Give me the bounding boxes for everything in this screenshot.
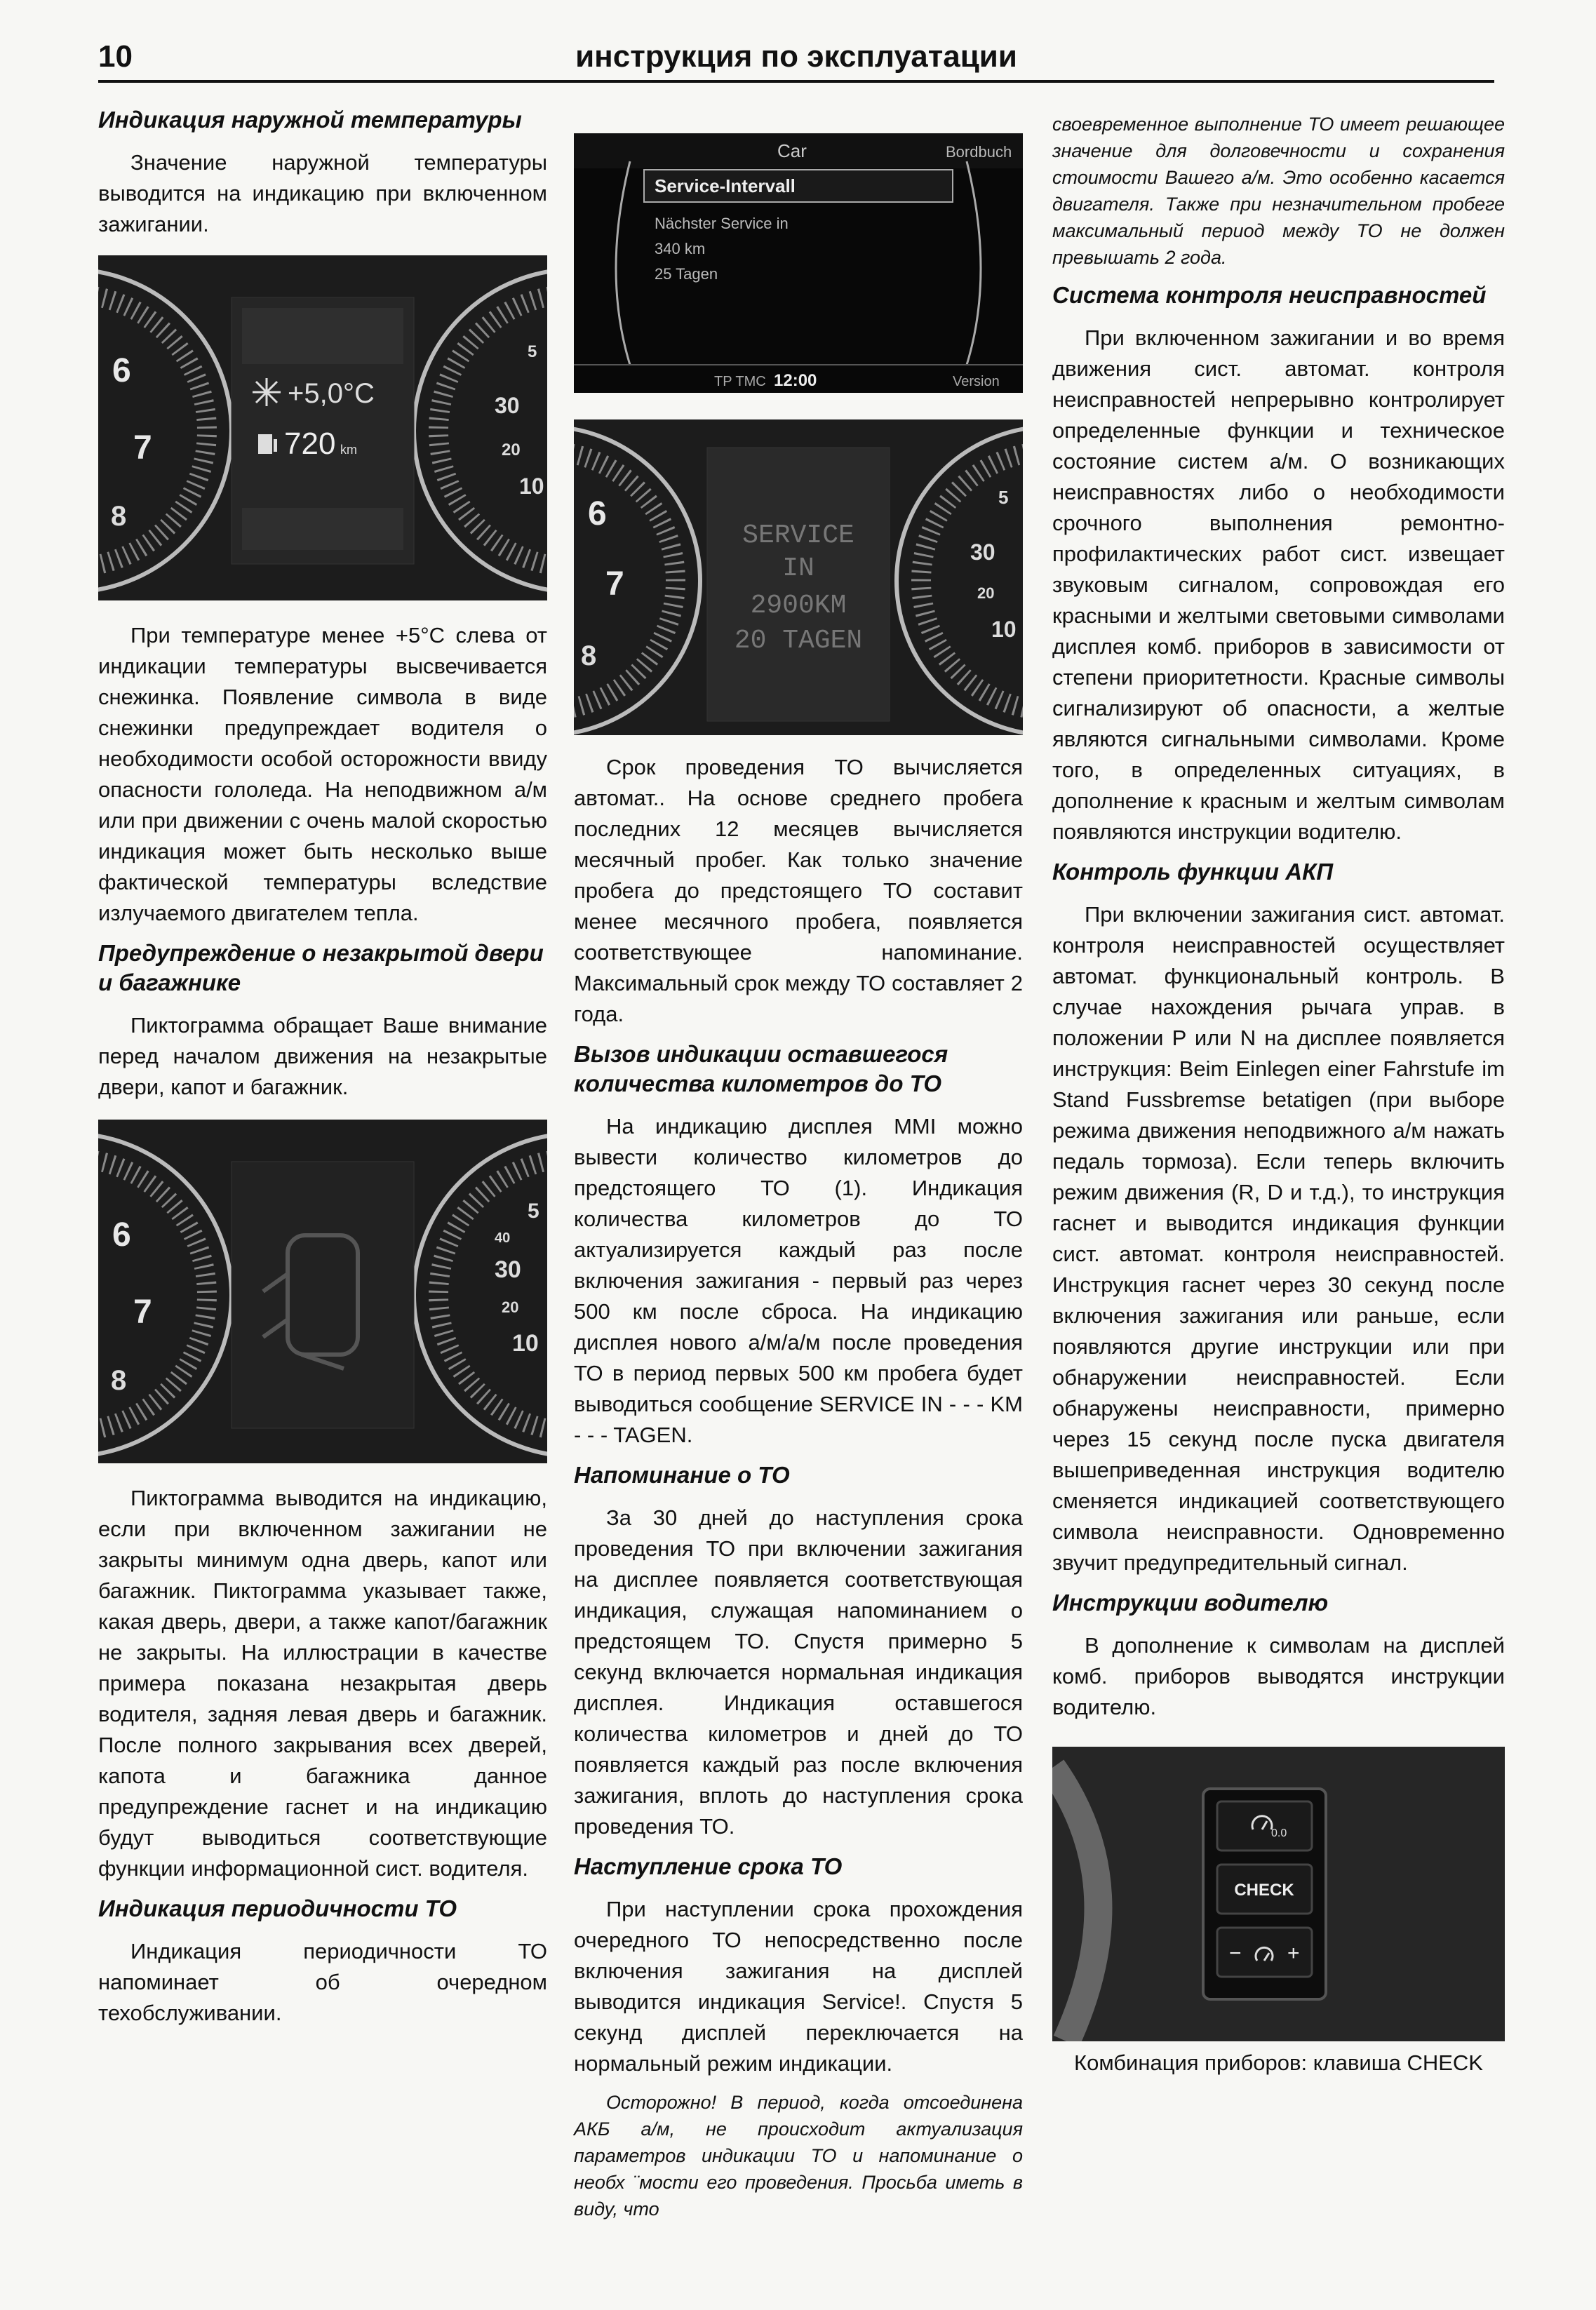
gauge-left-6: 6 [588,495,607,532]
page-header [98,36,1494,83]
gauge-right-40: 40 [495,1230,511,1246]
paragraph-caution: Осторожно! В период, когда отсоединена АКБ а/м, не происходит актуализация параметров индикации ТО и напоминание о необх ¨мости его проведения. Просьба иметь в виду, что [574,2092,1023,2220]
mmi-tab-car: Car [777,140,807,161]
outside-temperature-value: +5,0°C [288,378,375,409]
gauge-left-7: 7 [605,565,624,603]
gauge-right-30: 30 [495,1256,521,1283]
paragraph-due: При наступлении срока прохождения очередного ТО непосредственно после включения зажигания на дисплей выводится индикация Service!. Спустя 5 секунд дисплей переключается на нормальный режим индикации. [574,1897,1023,2076]
gauge-right-20: 20 [502,441,521,459]
heading-fault-system: Система контроля неисправностей [1052,282,1487,308]
heading-remaining-km: Вызов индикации оставшегося количества километров до ТО [574,1041,948,1096]
mmi-footer-version: Version [953,374,1000,389]
gauge-left-6: 6 [112,352,131,389]
gauge-left-7: 7 [133,429,152,466]
heading-service-interval: Индикация периодичности ТО [98,1895,457,1921]
paragraph-calc: Срок проведения ТО вычисляется автомат.. На основе среднего пробега последних 12 месяцев вычисляется месячный пробег. Как только значение пробега до предстоящего ТО составит менее месячного пробега, появляется соответствующее напоминание. Максимальный срок между ТО составляет 2 года. [574,755,1023,1026]
paragraph-service-interval: Индикация периодичности ТО напоминает об очередном техобслуживании. [98,1939,547,2025]
column-left [98,105,547,2039]
gauge-right-5: 5 [528,1200,539,1223]
paragraph-door-warning-2: Пиктограмма выводится на индикацию, если при включенном зажигании не закрыты минимум одна дверь, капот или багажник. Пиктограмма указывает также, какая дверь, двери, а также капот/багажник не закрыты. На иллюстрации в качестве примера показана незакрытая дверь водителя, задняя левая дверь и багажник. После полного закрывания всех дверей, капота и багажника данное предупреждение гаснет и на индикацию будут выводиться соответствующие функции информационной сист. водителя. [98,1486,547,1881]
heading-reminder: Напоминание о ТО [574,1462,790,1488]
heading-akp: Контроль функции АКП [1052,859,1334,885]
trip-reset-label: 0.0 [1271,1827,1287,1839]
service-line-1: SERVICE [742,521,854,551]
running-title: инструкция по эксплуатации [575,39,1017,74]
gauge-right-30: 30 [970,539,995,565]
mmi-tab-bordbuch: Bordbuch [946,143,1012,161]
page-number: 10 [98,39,133,74]
gauge-right-5: 5 [998,487,1009,508]
mmi-line-next-service: Nächster Service in [655,215,789,232]
mmi-display-photo [574,133,1023,393]
check-button-label: CHECK [1234,1881,1294,1900]
cluster-photo-service-due [574,419,1023,735]
paragraph-door-warning-1: Пиктограмма обращает Ваше внимание перед началом движения на незакрытые двери, капот и багажник. [98,1013,547,1099]
paragraph-snowflake: При температуре менее +5°С слева от индикации температуры высвечивается снежинка. Появление символа в виде снежинки предупреждает водителя о необходимости особой осторожности ввиду опасности гололеда. На неподвижном а/м или при движении с очень малой скоростью индикация может быть несколько выше фактической температуры вследствие излучаемого двигателем тепла. [98,623,547,925]
mmi-line-days: 25 Tagen [655,265,718,283]
mmi-footer-time: 12:00 [774,371,817,390]
gauge-right-10: 10 [512,1330,539,1357]
gauge-right-10: 10 [519,474,544,499]
mmi-line-km: 340 km [655,240,706,257]
paragraph-outside-temp: Значение наружной температуры выводится на индикацию при включенном зажигании. [98,150,547,236]
gauge-left-8: 8 [111,1365,127,1396]
adjust-plus-label: + [1287,1942,1300,1965]
heading-driver-instructions: Инструкции водителю [1052,1590,1329,1616]
column-middle [574,133,1023,2232]
column-right [1052,111,1505,2078]
snowflake-icon [253,378,281,406]
gauge-left-7: 7 [133,1294,152,1331]
cluster-photo-open-doors [98,1120,547,1463]
adjust-minus-label: − [1229,1942,1242,1965]
paragraph-reminder: За 30 дней до наступления срока проведения ТО при включении зажигания на дисплее появляется соответствующая индикация, служащая напоминанием о предстоящем ТО. Спустя примерно 5 секунд включается нормальная индикация дисплея. Индикация оставшегося количества километров и дней до ТО появляется каждый раз после включения зажигания, вплоть до наступления срока проведения ТО. [574,1505,1023,1839]
gauge-right-5: 5 [528,342,537,361]
paragraph-remaining-km: На индикацию дисплея MMI можно вывести количество километров до предстоящего ТО (1). Индикация количества километров до ТО актуализируется каждый раз после включения зажигания - первый раз через 500 км после сброса. На индикацию дисплея нового а/м/а/м после проведения ТО в период первых 500 км пробега будет выводиться сообщение SERVICE IN - - - KM - - - TAGEN. [574,1114,1023,1447]
heading-outside-temp: Индикация наружной температуры [98,107,522,133]
mmi-footer-tp-tmc: TP TMC [714,374,766,389]
gauge-right-30: 30 [495,393,520,418]
heading-door-warning: Предупреждение о незакрытой двери и багажнике [98,940,544,995]
service-line-3: 2900KM [750,591,847,621]
gauge-left-6: 6 [112,1216,131,1254]
paragraph-continued: своевременное выполнение ТО имеет решающее значение для долговечности и сохранения стоимости Вашего а/м. Это особенно касается двигателя. Также при незначительном пробеге максимальный период между ТО не должен превышать 2 года. [1052,114,1505,268]
heading-due: Наступление срока ТО [574,1853,843,1879]
gauge-left-8: 8 [111,501,127,532]
gauge-right-20: 20 [977,584,995,602]
service-line-2: IN [782,553,814,584]
gauge-right-10: 10 [991,617,1017,642]
mmi-menu-title: Service-Intervall [655,175,796,196]
range-unit: km [340,443,357,457]
service-line-4: 20 TAGEN [734,626,863,656]
cluster-photo-temperature [98,255,547,600]
paragraph-driver-instructions: В дополнение к символам на дисплей комб. приборов выводятся инструкции водителю. [1052,1633,1505,1719]
gauge-left-8: 8 [581,640,597,671]
check-button-photo [1052,1747,1505,2041]
paragraph-fault-system: При включенном зажигании и во время движения сист. автомат. контроля неисправностей непрерывно контролирует определенные функции и техническое состояние систем а/м. О возникающих неисправностях либо о необходимости срочного выполнения ремонтно-профилактических работ сист. извещает звуковым сигналом, сопровождая его красными и желтыми световыми символами дисплея комб. приборов в зависимости от степени приоритетности. Красные символы сигнализируют об опасности, а желтые являются сигнальными символами. Кроме того, в определенных ситуациях, в дополнение к красным и желтым символам появляются инструкции водителю. [1052,325,1505,844]
paragraph-akp: При включении зажигания сист. автомат. контроля неисправностей осуществляет автомат. функциональный контроль. В случае нахождения рычага управ. в положении P или N на дисплее появляется инструкция: Beim Einlegen einer Fahrstufe im Stand Fussbremse betatigen (при выборе режима движения неподвижного а/м нажать педаль тормоза). Если теперь включить режим движения (R, D и т.д.), то инструкция гаснет и выводится индикация функции сист. автомат. контроля неисправностей. Инструкция гаснет через 30 секунд после включения зажигания или раньше, если появляются другие инструкции или при обнаружении неисправностей. Если обнаружены неисправности, примерно через 15 секунд после пуска двигателя вышеприведенная инструкция водителю сменяется индикацией соответствующего символа неисправности. Одновременно звучит предупредительный сигнал. [1052,902,1505,1575]
figure-caption: Комбинация приборов: клавиша CHECK [1074,2050,1483,2075]
gauge-right-20: 20 [502,1298,519,1316]
range-value: 720 [284,427,336,461]
